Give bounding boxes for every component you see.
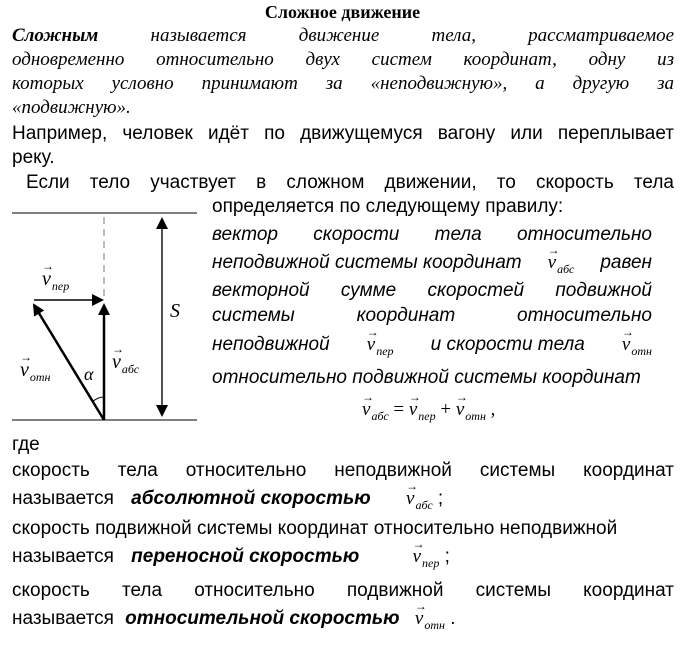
definition-line-4: «подвижную».	[12, 97, 131, 118]
def-relative-line-1: скорость тела относительно подвижной системы координат	[12, 580, 674, 601]
where-label: где	[12, 434, 40, 455]
velocity-formula	[362, 390, 496, 424]
def-relative-called: называется	[12, 608, 114, 629]
alpha-label: α	[84, 364, 94, 384]
definition-line-3: которых условно принимают за «неподвижную», а другую за	[12, 73, 674, 94]
rule-line-7-text-b: и скорости тела	[430, 334, 585, 355]
def-absolute-line-2	[12, 479, 444, 513]
formula-v-abs: → $v_{абс}$	[362, 390, 389, 423]
def-transfer-semicolon: ;	[444, 546, 450, 567]
formula-comma: ,	[490, 399, 496, 420]
rule-line-7-text-a: неподвижной	[212, 334, 330, 355]
rule-line-1: Если тело участвует в сложном движении, то скорость тела	[26, 172, 674, 193]
def-transfer-called: называется	[12, 546, 114, 567]
def-absolute-semicolon: ;	[437, 488, 444, 509]
example-line-2: реку.	[12, 147, 55, 168]
page-title: Сложное движение	[264, 2, 421, 22]
definition-term: Сложным	[12, 25, 99, 46]
formula-v-per: → $v_{пер}$	[408, 390, 436, 423]
def-relative-period: .	[450, 608, 456, 629]
rule-line-4	[212, 243, 652, 277]
def-transfer-symbol: → $v_{пер}$	[412, 537, 440, 570]
rule-line-4-text: неподвижной системы координат	[212, 252, 522, 273]
v-per-label: → $v_{пер}$	[42, 259, 70, 293]
rule-line-2: определяется по следующему правилу:	[212, 196, 564, 217]
def-absolute-line-1: скорость тела относительно неподвижной системы координат	[12, 460, 674, 481]
rule-line-5: векторной сумме скоростей подвижной	[212, 280, 652, 301]
def-transfer-line-1: скорость подвижной системы координат относительно неподвижной	[12, 518, 618, 539]
def-absolute-term: абсолютной скоростью	[131, 488, 371, 509]
formula-plus: +	[440, 399, 452, 420]
definition-text-1: называется движение тела, рассматриваемое	[150, 25, 674, 46]
v-otn-label: → $v_{отн}$	[20, 350, 51, 384]
rule-line-3: вектор скорости тела относительно	[212, 224, 652, 245]
def-relative-term: относительной скоростью	[125, 608, 400, 629]
def-transfer-line-2	[12, 537, 450, 571]
def-relative-symbol: → $v_{отн}$	[414, 599, 445, 632]
v-abs-inline: → $v_{абс}$	[547, 243, 575, 276]
definition-line-2: одновременно относительно двух систем координат, одну из	[12, 49, 674, 70]
distance-label: S	[170, 300, 180, 322]
formula-equals: =	[393, 399, 405, 420]
rule-line-8: относительно подвижной системы координат	[212, 367, 641, 388]
def-transfer-term: переносной скоростью	[131, 546, 360, 567]
formula-v-otn: → $v_{отн}$	[455, 390, 486, 423]
rule-line-6: системы координат относительно	[212, 305, 652, 326]
v-otn-inline: → $v_{отн}$	[621, 325, 652, 358]
def-relative-line-2	[12, 599, 456, 633]
definition-line-1	[12, 25, 674, 47]
v-abs-label: → $v_{абс}$	[112, 342, 140, 376]
example-line-1: Например, человек идёт по движущемуся вагону или переплывает	[12, 123, 674, 144]
rule-line-4-equal-word: равен	[600, 252, 652, 273]
def-absolute-symbol: → $v_{абс}$	[406, 479, 433, 512]
v-per-inline: → $v_{пер}$	[366, 325, 394, 358]
def-absolute-called: называется	[12, 488, 114, 509]
rule-line-7	[212, 325, 652, 359]
